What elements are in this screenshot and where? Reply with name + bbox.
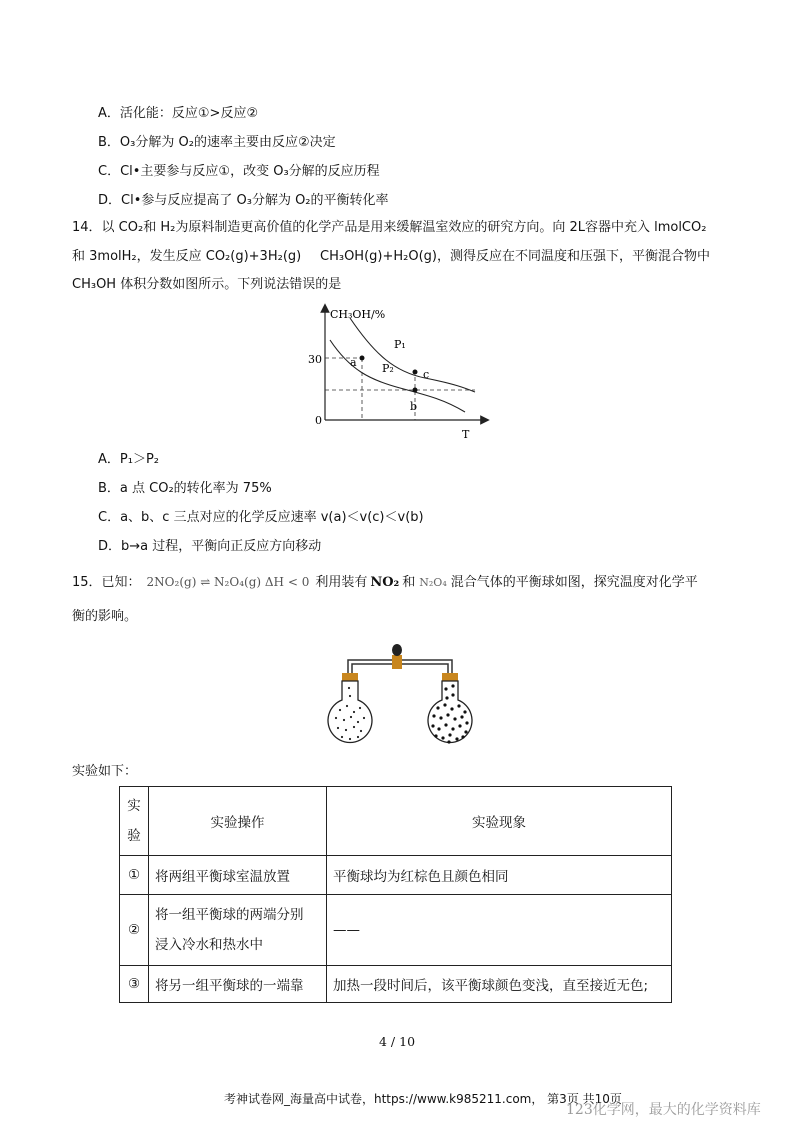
row-2-operation xyxy=(149,895,327,966)
question-15-prefix: 15．已知： xyxy=(72,575,141,590)
y-axis-label: CH₃OH/% xyxy=(330,308,386,321)
option-14-a: A．P₁＞P₂ xyxy=(98,452,159,467)
row-3-operation: 将另一组平衡球的一端靠 xyxy=(149,966,327,1003)
clip-icon xyxy=(392,644,402,656)
header-observation: 实验现象 xyxy=(327,787,672,856)
table-row xyxy=(120,895,672,966)
table-row xyxy=(120,856,672,895)
label-p2: P₂ xyxy=(382,362,394,375)
header-no xyxy=(120,787,149,856)
row-2-operation-line2: 浸入冷水和热水中 xyxy=(155,937,263,953)
question-15-mid2: 和 xyxy=(402,575,416,590)
page-number: 4 / 10 xyxy=(379,1034,416,1049)
row-3-observation: 加热一段时间后，该平衡球颜色变浅，直至接近无色; xyxy=(327,966,672,1003)
left-stopper xyxy=(342,673,358,681)
table-row xyxy=(120,966,672,1003)
label-a: a xyxy=(350,356,357,369)
table-header-row xyxy=(120,787,672,856)
question-14-line1: 14．以 CO₂和 H₂为原料制造更高价值的化学产品是用来缓解温室效应的研究方向。向 2L容器中充入 lmolCO₂ xyxy=(72,220,707,235)
footer-text: 考神试卷网_海量高中试卷，https://www.k985211.com， 第3页 共10页 xyxy=(224,1092,622,1106)
row-2-operation-line1: 将一组平衡球的两端分别 xyxy=(155,907,304,923)
equilibrium-ball-apparatus xyxy=(320,638,480,750)
origin-label: 0 xyxy=(315,414,322,427)
question-15-line1 xyxy=(72,571,698,590)
option-14-d: D．b→a 过程，平衡向正反应方向移动 xyxy=(98,539,322,554)
row-2-no: ② xyxy=(120,895,149,966)
row-2-observation: —— xyxy=(327,895,672,966)
watermark: 123化学网，最大的化学资料库 xyxy=(566,1102,761,1118)
row-1-operation: 将两组平衡球室温放置 xyxy=(149,856,327,895)
row-1-no: ① xyxy=(120,856,149,895)
label-b: b xyxy=(410,400,418,413)
row-3-no: ③ xyxy=(120,966,149,1003)
option-13-a: A．活化能：反应①>反应② xyxy=(98,106,259,121)
option-14-c: C．a、b、c 三点对应的化学反应速率 v(a)＜v(c)＜v(b) xyxy=(98,510,424,525)
label-c: c xyxy=(423,368,430,381)
header-no-line2: 验 xyxy=(127,828,141,844)
clamp xyxy=(392,655,402,669)
right-stopper xyxy=(442,673,458,681)
methanol-fraction-graph xyxy=(300,300,490,450)
experiment-table xyxy=(119,786,672,1003)
row-1-observation: 平衡球均为红棕色且颜色相同 xyxy=(327,856,672,895)
question-14-line2a: 和 3molH₂，发生反应 CO₂(g)+3H₂(g) xyxy=(72,249,302,264)
n2o4-formula: N₂O₄ xyxy=(419,576,447,589)
option-14-b: B．a 点 CO₂的转化率为 75% xyxy=(98,481,272,496)
header-operation: 实验操作 xyxy=(149,787,327,856)
question-15-suffix: 混合气体的平衡球如图，探究温度对化学平 xyxy=(450,575,698,590)
option-13-b: B．O₃分解为 O₂的速率主要由反应②决定 xyxy=(98,135,336,150)
header-no-line1: 实 xyxy=(127,798,141,814)
option-13-c: C．Cl•主要参与反应①，改变 O₃分解的反应历程 xyxy=(98,164,380,179)
experiment-intro: 实验如下： xyxy=(72,764,138,779)
question-14-line2b: CH₃OH(g)+H₂O(g)，测得反应在不同温度和压强下，平衡混合物中 xyxy=(320,249,710,264)
option-13-d: D．Cl•参与反应提高了 O₃分解为 O₂的平衡转化率 xyxy=(98,193,389,208)
y-tick-30: 30 xyxy=(308,353,322,366)
point-a xyxy=(360,356,365,361)
question-15-line2: 衡的影响。 xyxy=(72,609,138,624)
curve-p1 xyxy=(350,318,475,392)
question-15-mid1: 利用装有 xyxy=(315,575,368,590)
x-axis-label: T xyxy=(462,428,470,441)
point-c xyxy=(413,370,418,375)
no2-formula: NO₂ xyxy=(370,575,400,590)
left-flask xyxy=(328,681,372,742)
point-b xyxy=(413,388,418,393)
question-14-line3: CH₃OH 体积分数如图所示。下列说法错误的是 xyxy=(72,277,342,292)
equilibrium-equation: 2NO₂(g) ⇌ N₂O₄(g) ΔH < 0 xyxy=(146,575,310,589)
label-p1: P₁ xyxy=(394,338,406,351)
